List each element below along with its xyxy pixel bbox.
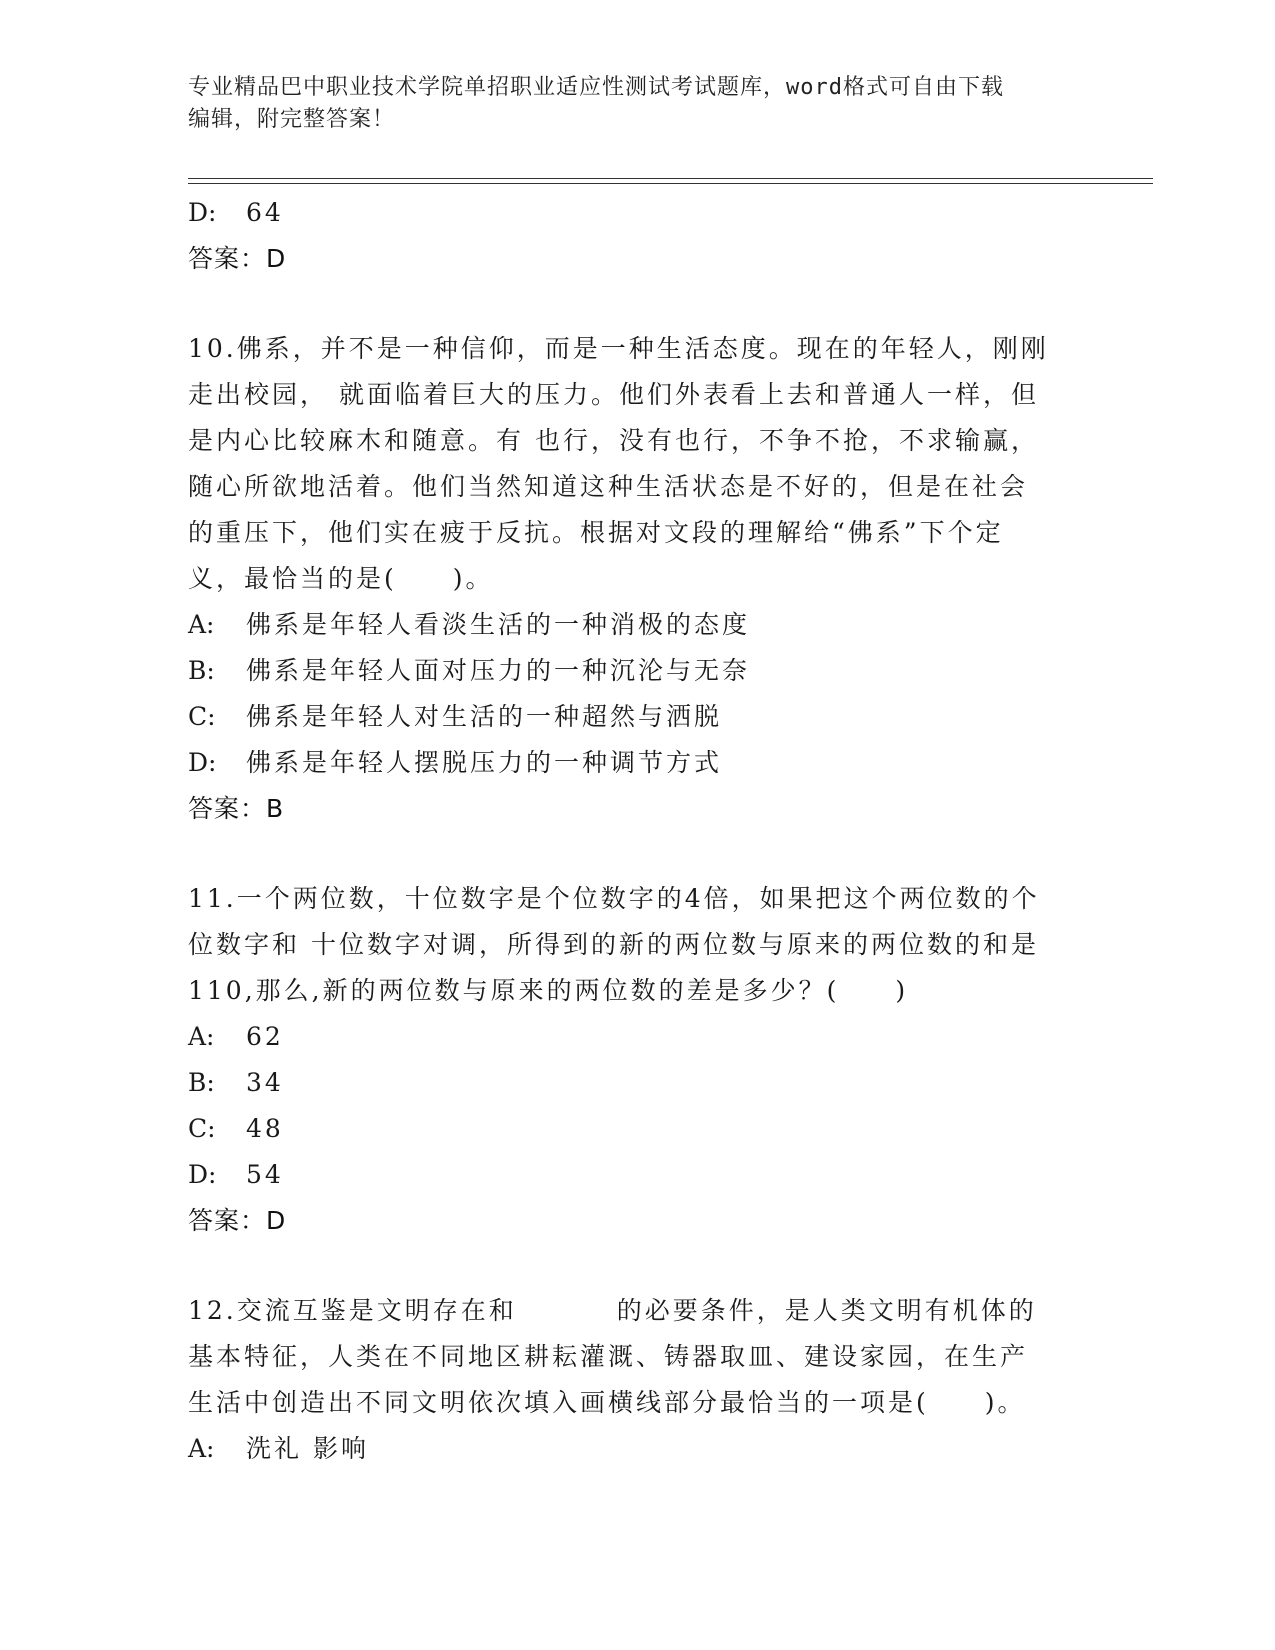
option-text: 34 [246,1068,284,1097]
option-text: 54 [246,1160,284,1189]
option-c [188,694,1088,740]
option-letter: B: [188,1068,215,1097]
option-a [188,1426,1088,1472]
question-text-part: 的必要条件，是人类文明有机体的 [616,1296,1037,1325]
option-text: 62 [246,1022,284,1051]
header-line-2: 编辑，附完整答案！ [188,107,396,132]
option-a [188,602,1088,648]
question-line: 的重压下，他们实在疲于反抗。根据对文段的理解给“佛系”下个定 [188,518,1004,547]
question-line: 是内心比较麻木和随意。有 也行，没有也行，不争不抢，不求输赢， [188,426,1039,455]
question-line: 义，最恰当的是( )。 [188,564,494,593]
option-text: 48 [246,1114,284,1143]
option-text: 佛系是年轻人摆脱压力的一种调节方式 [246,748,723,777]
option-a [188,1014,1088,1060]
option-letter: C: [188,702,216,731]
option-d [188,1152,1088,1198]
answer: 答案：D [188,1206,287,1235]
question-line: 11.一个两位数，十位数字是个位数字的4倍，如果把这个两位数的个 [188,884,1040,913]
answer: 答案：B [188,794,285,823]
option-letter: A: [188,610,215,639]
header-rule-top [188,178,1153,179]
option-letter: D: [188,748,217,777]
header-rule-bottom [188,183,1153,184]
question-line: 位数字和 十位数字对调，所得到的新的两位数与原来的两位数的和是 [188,930,1039,959]
option-letter: C: [188,1114,216,1143]
option-b [188,1060,1088,1106]
option-text: 佛系是年轻人看淡生活的一种消极的态度 [246,610,751,639]
question-line: 生活中创造出不同文明依次填入画横线部分最恰当的一项是( )。 [188,1388,1026,1417]
option-text: 佛系是年轻人对生活的一种超然与洒脱 [246,702,723,731]
answer: 答案：D [188,244,287,273]
question-11 [188,876,1088,1244]
page-header [188,72,1088,136]
option-text: 洗礼 影响 [246,1434,369,1463]
option-letter: B: [188,656,215,685]
option-letter: D: [188,198,217,227]
question-10 [188,326,1088,832]
option-letter: D: [188,1160,217,1189]
option-c [188,1106,1088,1152]
option-letter: A: [188,1434,215,1463]
option-letter: A: [188,1022,215,1051]
question-line: 110,那么,新的两位数与原来的两位数的差是多少？( ) [188,976,909,1005]
option-text: 64 [246,198,284,227]
header-line-1: 专业精品巴中职业技术学院单招职业适应性测试考试题库，word格式可自由下载 [188,75,1004,100]
question-line: 随心所欲地活着。他们当然知道这种生活状态是不好的，但是在社会 [188,472,1029,501]
question-line: 走出校园， 就面临着巨大的压力。他们外表看上去和普通人一样，但 [188,380,1039,409]
option-text: 佛系是年轻人面对压力的一种沉沦与无奈 [246,656,751,685]
option-d [188,190,1088,236]
question-line: 基本特征，人类在不同地区耕耘灌溉、铸器取皿、建设家园，在生产 [188,1342,1029,1371]
option-b [188,648,1088,694]
question-text-part: 12.交流互鉴是文明存在和 [188,1296,517,1325]
question-12 [188,1288,1088,1472]
option-d [188,740,1088,786]
question-line: 10.佛系，并不是一种信仰，而是一种生活态度。现在的年轻人，刚刚 [188,334,1049,363]
document-body [188,190,1088,1472]
question-line [188,1288,1088,1334]
